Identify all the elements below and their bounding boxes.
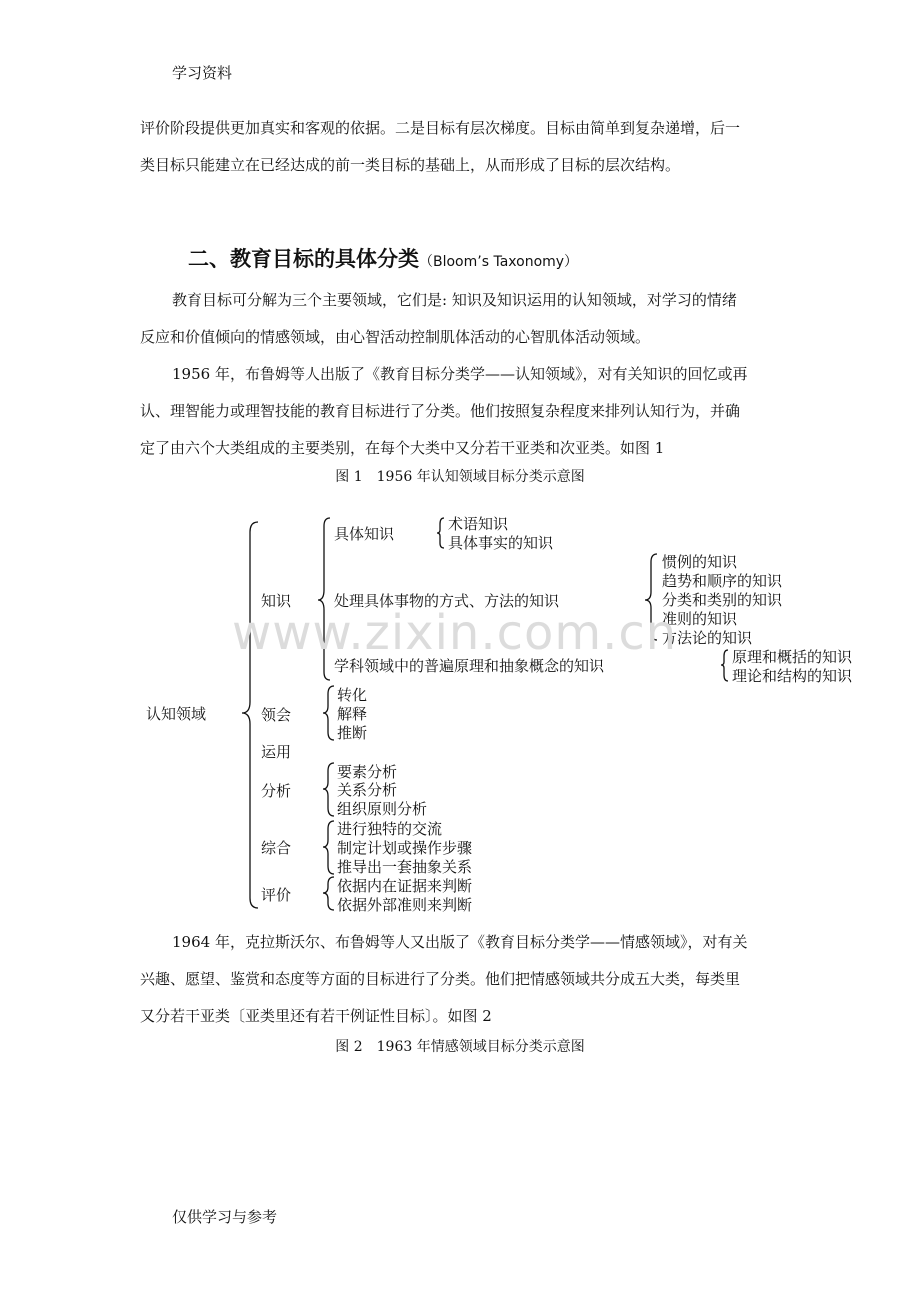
figure1-caption: 图 1 1956 年认知领域目标分类示意图: [335, 469, 585, 485]
section-title-text: 二、教育目标的具体分类: [188, 247, 419, 271]
leaf-item: 进行独特的交流: [337, 820, 443, 838]
specific-knowledge-node: 具体知识: [334, 525, 395, 543]
paragraph-line: 评价阶段提供更加真实和客观的依据。二是目标有层次梯度。目标由简单到复杂递增，后一: [140, 119, 741, 137]
watermark: www.zixin.com.cn: [232, 605, 678, 661]
leaf-item: 推导出一套抽象关系: [337, 858, 473, 876]
leaf-item: 理论和结构的知识: [732, 667, 853, 685]
leaf-item: 转化: [337, 686, 368, 704]
knowledge-node: 知识: [261, 592, 292, 610]
leaf-item: 方法论的知识: [662, 629, 753, 647]
leaf-item: 推断: [337, 724, 368, 742]
synthesis-bracket: [323, 821, 334, 874]
leaf-item: 分类和类别的知识: [662, 591, 783, 609]
leaf-item: 组织原则分析: [337, 800, 428, 818]
paragraph-line: 类目标只能建立在已经达成的前一类目标的基础上，从而形成了目标的层次结构。: [140, 156, 681, 174]
paragraph-line: 认、理智能力或理智技能的教育目标进行了分类。他们按照复杂程度来排列认知行为，并确: [140, 402, 741, 420]
leaf-item: 原理和概括的知识: [732, 648, 853, 666]
paragraph-line: 教育目标可分解为三个主要领域，它们是: 知识及知识运用的认知领域，对学习的情绪: [172, 291, 737, 309]
analysis-bracket: [323, 763, 334, 816]
leaf-item: 解释: [337, 705, 368, 723]
evaluation-node: 评价: [261, 886, 292, 904]
methods-knowledge-node: 处理具体事物的方式、方法的知识: [334, 592, 560, 610]
leaf-item: 依据外部准则来判断: [337, 896, 473, 914]
section-title-en: （Bloom’s Taxonomy）: [419, 254, 579, 270]
universals-knowledge-node: 学科领域中的普遍原理和抽象概念的知识: [334, 657, 605, 675]
analysis-node: 分析: [261, 782, 292, 800]
paragraph-line: 1956 年，布鲁姆等人出版了《教育目标分类学——认知领域》，对有关知识的回忆或再: [172, 365, 748, 383]
page-footer: 仅供学习与参考: [172, 1208, 278, 1226]
leaf-item: 趋势和顺序的知识: [662, 572, 783, 590]
synthesis-node: 综合: [261, 839, 292, 857]
paragraph-line: 兴趣、愿望、鉴赏和态度等方面的目标进行了分类。他们把情感领域共分成五大类，每类里: [140, 970, 741, 988]
figure2-caption: 图 2 1963 年情感领域目标分类示意图: [335, 1039, 585, 1055]
leaf-item: 具体事实的知识: [448, 534, 554, 552]
root-node: 认知领域: [146, 705, 207, 723]
comprehension-bracket: [323, 686, 334, 740]
leaf-item: 依据内在证据来判断: [337, 877, 473, 895]
leaf-item: 要素分析: [337, 763, 398, 781]
universals-bracket: [721, 650, 728, 681]
root-bracket: [242, 522, 258, 908]
leaf-item: 准则的知识: [662, 610, 738, 628]
comprehension-node: 领会: [261, 706, 292, 724]
paragraph-line: 1964 年，克拉斯沃尔、布鲁姆等人又出版了《教育目标分类学——情感领域》，对有关: [172, 933, 748, 951]
evaluation-bracket: [323, 877, 334, 910]
paragraph-line: 定了由六个大类组成的主要类别，在每个大类中又分若干亚类和次亚类。如图 1: [140, 439, 665, 457]
leaf-item: 惯例的知识: [662, 553, 738, 571]
application-node: 运用: [261, 743, 292, 761]
paragraph-line: 又分若干亚类〔亚类里还有若干例证性目标〕。如图 2: [140, 1007, 492, 1025]
paragraph-line: 反应和价值倾向的情感领域，由心智活动控制肌体活动的心智肌体活动领域。: [140, 328, 651, 346]
leaf-item: 关系分析: [337, 781, 398, 799]
leaf-item: 术语知识: [448, 515, 509, 533]
leaf-item: 制定计划或操作步骤: [337, 839, 473, 857]
specific-bracket: [437, 518, 444, 548]
page-header: 学习资料: [172, 64, 233, 82]
paragraph-4: [140, 924, 788, 1035]
